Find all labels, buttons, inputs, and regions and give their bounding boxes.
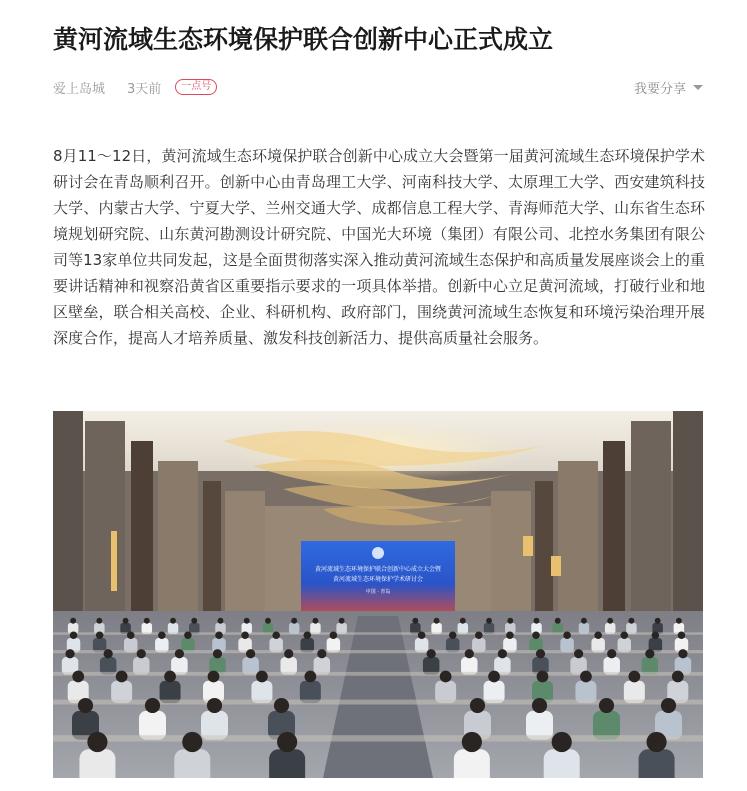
- attendee-head: [628, 618, 634, 624]
- account-badge: 一点号: [175, 79, 217, 95]
- attendee-head: [256, 671, 268, 683]
- attendee-head: [599, 698, 614, 713]
- attendee-head: [218, 618, 224, 624]
- attendee-head: [164, 671, 176, 683]
- attendee-head: [418, 631, 426, 639]
- attendee-head: [303, 631, 311, 639]
- article-title: 黄河流域生态环境保护联合创新中心正式成立: [53, 25, 554, 54]
- attendee-head: [486, 618, 492, 624]
- attendee-head: [532, 698, 547, 713]
- attendee-head: [536, 649, 545, 658]
- attendee-head: [330, 631, 338, 639]
- attendee-head: [182, 732, 202, 752]
- attendee-head: [574, 649, 583, 658]
- attendee-head: [96, 618, 102, 624]
- publish-time: 3天前: [127, 81, 162, 97]
- attendee-head: [208, 671, 220, 683]
- attendee-head: [534, 618, 540, 624]
- attendee-head: [284, 649, 293, 658]
- attendee-head: [581, 618, 587, 624]
- attendee-head: [678, 649, 687, 658]
- attendee-head: [116, 671, 128, 683]
- attendee-head: [434, 618, 440, 624]
- attendee-head: [460, 618, 466, 624]
- attendee-head: [427, 649, 436, 658]
- attendee-head: [291, 618, 297, 624]
- share-label: 我要分享: [633, 81, 686, 97]
- attendee-head: [465, 649, 474, 658]
- attendee-head: [462, 732, 482, 752]
- attendee-head: [127, 631, 135, 639]
- attendee-body: [544, 749, 580, 778]
- attendee-head: [498, 649, 507, 658]
- conference-table: [53, 632, 703, 634]
- attendee-head: [104, 649, 113, 658]
- conference-table: [53, 672, 703, 676]
- attendee-body: [639, 749, 675, 778]
- attendee-head: [191, 618, 197, 624]
- attendee-head: [213, 649, 222, 658]
- attendee-head: [246, 649, 255, 658]
- attendee-head: [594, 631, 602, 639]
- screen-title-line1: 黄河流域生态环境保护联合创新中心成立大会暨: [314, 566, 442, 573]
- attendee-head: [607, 649, 616, 658]
- attendee-head: [87, 732, 107, 752]
- attendee-head: [123, 618, 129, 624]
- attendee-head: [339, 618, 345, 624]
- attendee-head: [412, 618, 418, 624]
- screen-title-line3: 中国 · 青岛: [365, 589, 391, 595]
- attendee-head: [475, 631, 483, 639]
- attendee-body: [454, 749, 490, 778]
- attendee-head: [676, 618, 682, 624]
- attendee-head: [507, 618, 513, 624]
- attendee-head: [506, 631, 514, 639]
- attendee-head: [170, 618, 176, 624]
- screen-title-line2: 黄河流域生态环境保护学术研讨会: [332, 576, 424, 583]
- attendee-head: [646, 732, 666, 752]
- attendee-head: [563, 631, 571, 639]
- attendee-head: [272, 631, 280, 639]
- attendee-body: [79, 749, 115, 778]
- attendee-head: [70, 618, 76, 624]
- attendee-head: [78, 698, 93, 713]
- attendee-head: [645, 649, 654, 658]
- attendee-head: [655, 618, 661, 624]
- attendee-head: [607, 618, 613, 624]
- attendee-head: [488, 671, 500, 683]
- attendee-head: [317, 649, 326, 658]
- attendee-head: [72, 671, 84, 683]
- attendee-head: [158, 631, 166, 639]
- attendee-head: [470, 698, 485, 713]
- attendee-head: [532, 631, 540, 639]
- attendee-head: [70, 631, 78, 639]
- conference-table: [53, 735, 703, 741]
- attendee-head: [312, 618, 318, 624]
- attendee-head: [537, 671, 549, 683]
- attendee-head: [304, 671, 316, 683]
- attendee-head: [145, 698, 160, 713]
- attendee-head: [274, 698, 289, 713]
- share-button[interactable]: [634, 77, 703, 97]
- attendee-head: [184, 631, 192, 639]
- attendee-head: [265, 618, 271, 624]
- attendee-head: [277, 732, 297, 752]
- attendee-head: [652, 631, 660, 639]
- attendee-head: [440, 671, 452, 683]
- attendee-head: [137, 649, 146, 658]
- attendee-body: [269, 749, 305, 778]
- attendee-head: [672, 671, 684, 683]
- attendee-head: [175, 649, 184, 658]
- attendee-body: [174, 749, 210, 778]
- attendee-head: [449, 631, 457, 639]
- source-name[interactable]: 爱上岛城: [53, 81, 106, 97]
- attendee-head: [65, 649, 74, 658]
- attendee-head: [678, 631, 686, 639]
- conference-photo: [53, 411, 703, 778]
- attendee-head: [661, 698, 676, 713]
- attendee-head: [620, 631, 628, 639]
- attendee-head: [628, 671, 640, 683]
- attendee-head: [580, 671, 592, 683]
- article-meta: [53, 77, 217, 97]
- article-body: 8月11～12日，黄河流域生态环境保护联合创新中心成立大会暨第一届黄河流域生态环境保护学术研讨会在青岛顺利召开。创新中心由青岛理工大学、河南科技大学、太原理工大学、西安建筑科技大学、内蒙古大学、宁夏大学、兰州交通大学、成都信息工程大学、青海师范大学、山东省生态环境规划研究院、山东黄河勘测设计研究院、中国光大环境（集团）有限公司、北控水务集团有限公司等13家单位共同发起，这是全面贯彻落实深入推动黄河流域生态保护和高质量发展座谈会上的重要讲话精神和视察沿黄省区重要指示要求的一项具体举措。创新中心立足黄河流域，打破行业和地区壁垒，联合相关高校、企业、科研机构、政府部门，围绕黄河流域生态恢复和环境污染治理开展深度合作，提高人才培养质量、激发科技创新活力、提供高质量社会服务。: [53, 147, 705, 347]
- attendee-head: [215, 631, 223, 639]
- attendee-head: [244, 618, 250, 624]
- attendee-head: [96, 631, 104, 639]
- attendee-head: [555, 618, 561, 624]
- attendee-head: [552, 732, 572, 752]
- attendee-head: [144, 618, 150, 624]
- conference-table: [53, 650, 703, 653]
- chevron-down-icon: [693, 85, 703, 90]
- attendee-head: [207, 698, 222, 713]
- stage-screen: [301, 541, 455, 619]
- attendee-head: [241, 631, 249, 639]
